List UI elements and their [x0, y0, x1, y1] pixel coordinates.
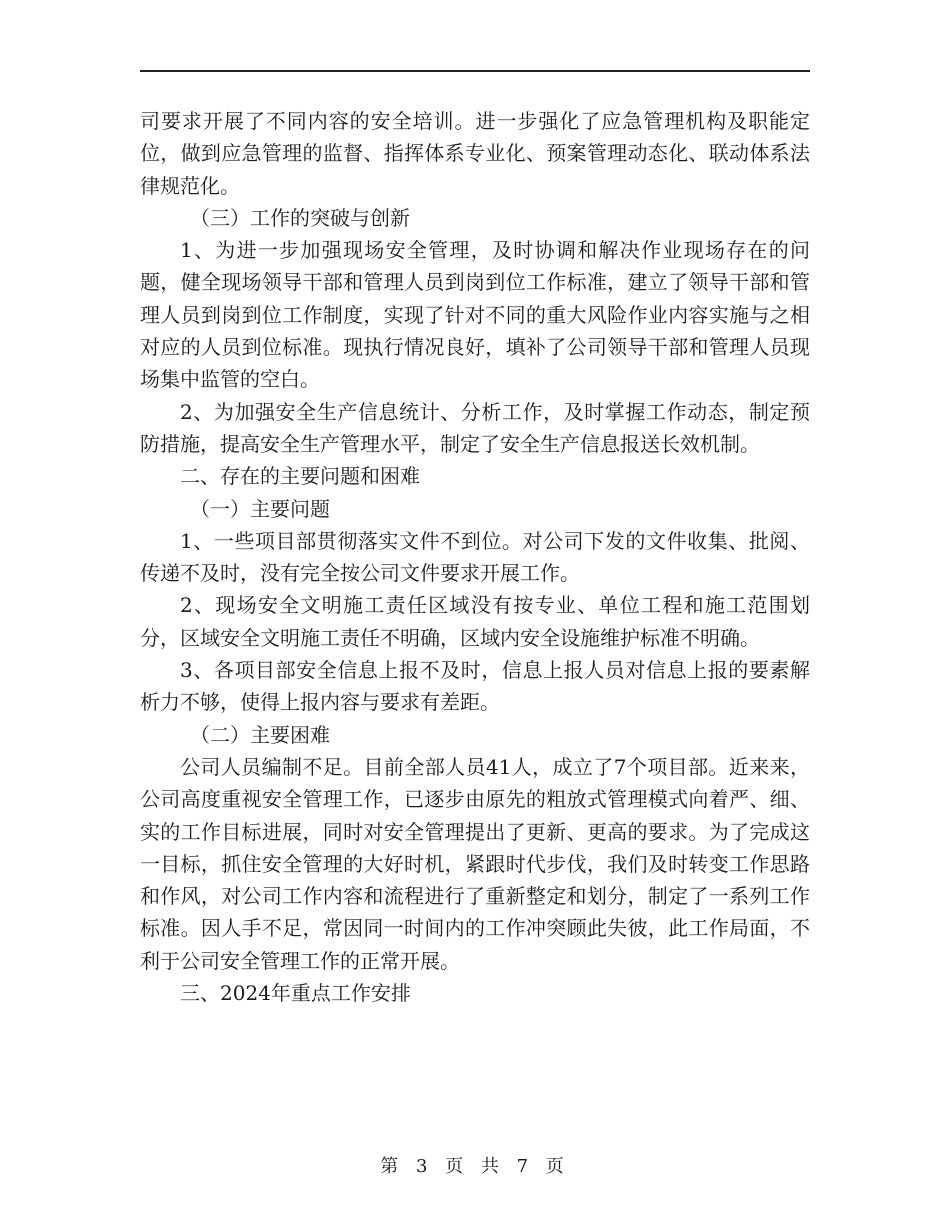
document-body: [140, 105, 810, 1009]
subsection-heading-breakthrough: （三）工作的突破与创新: [190, 205, 410, 230]
paragraph-problem-2: 2、现场安全文明施工责任区域没有按专业、单位工程和施工范围划分，区域安全文明施工责任不明确，区域内安全设施维护标准不明确。: [140, 593, 810, 650]
page-number-footer: 第 3 页 共 7 页: [380, 1156, 570, 1177]
subsection-heading-main-difficulties: （二）主要困难: [190, 722, 330, 747]
section-heading-2024-plan: 三、2024年重点工作安排: [180, 981, 411, 1006]
paragraph-item-1: 1、为进一步加强现场安全管理，及时协调和解决作业现场存在的问题，健全现场领导干部和管理人员到岗到位工作标准，建立了领导干部和管理人员到岗到位工作制度，实现了针对不同的重大风险作业内容实施与之相对应的人员到位标准。现执行情况良好，填补了公司领导干部和管理人员现场集中监管的空白。: [140, 238, 810, 392]
section-heading-problems: 二、存在的主要问题和困难: [180, 464, 420, 489]
header-rule: [140, 70, 810, 72]
paragraph-problem-3: 3、各项目部安全信息上报不及时，信息上报人员对信息上报的要素解析力不够，使得上报内容与要求有差距。: [140, 658, 810, 715]
subsection-heading-main-problems: （一）主要问题: [190, 496, 330, 521]
paragraph-difficulties: 公司人员编制不足。目前全部人员41人，成立了7个项目部。近来来，公司高度重视安全管理工作，已逐步由原先的粗放式管理模式向着严、细、实的工作目标进展，同时对安全管理提出了更新、更高的要求。为了完成这一目标，抓住安全管理的大好时机，紧跟时代步伐，我们及时转变工作思路和作风，对公司工作内容和流程进行了重新整定和划分，制定了一系列工作标准。因人手不足，常因同一时间内的工作冲突顾此失彼，此工作局面，不利于公司安全管理工作的正常开展。: [140, 754, 810, 973]
paragraph-item-2: 2、为加强安全生产信息统计、分析工作，及时掌握工作动态，制定预防措施，提高安全生产管理水平，制定了安全生产信息报送长效机制。: [140, 399, 810, 456]
paragraph-problem-1: 1、一些项目部贯彻落实文件不到位。对公司下发的文件收集、批阅、传递不及时，没有完全按公司文件要求开展工作。: [140, 528, 810, 586]
paragraph-continuation: 司要求开展了不同内容的安全培训。进一步强化了应急管理机构及职能定位，做到应急管理的监督、指挥体系专业化、预案管理动态化、联动体系法律规范化。: [140, 109, 810, 198]
